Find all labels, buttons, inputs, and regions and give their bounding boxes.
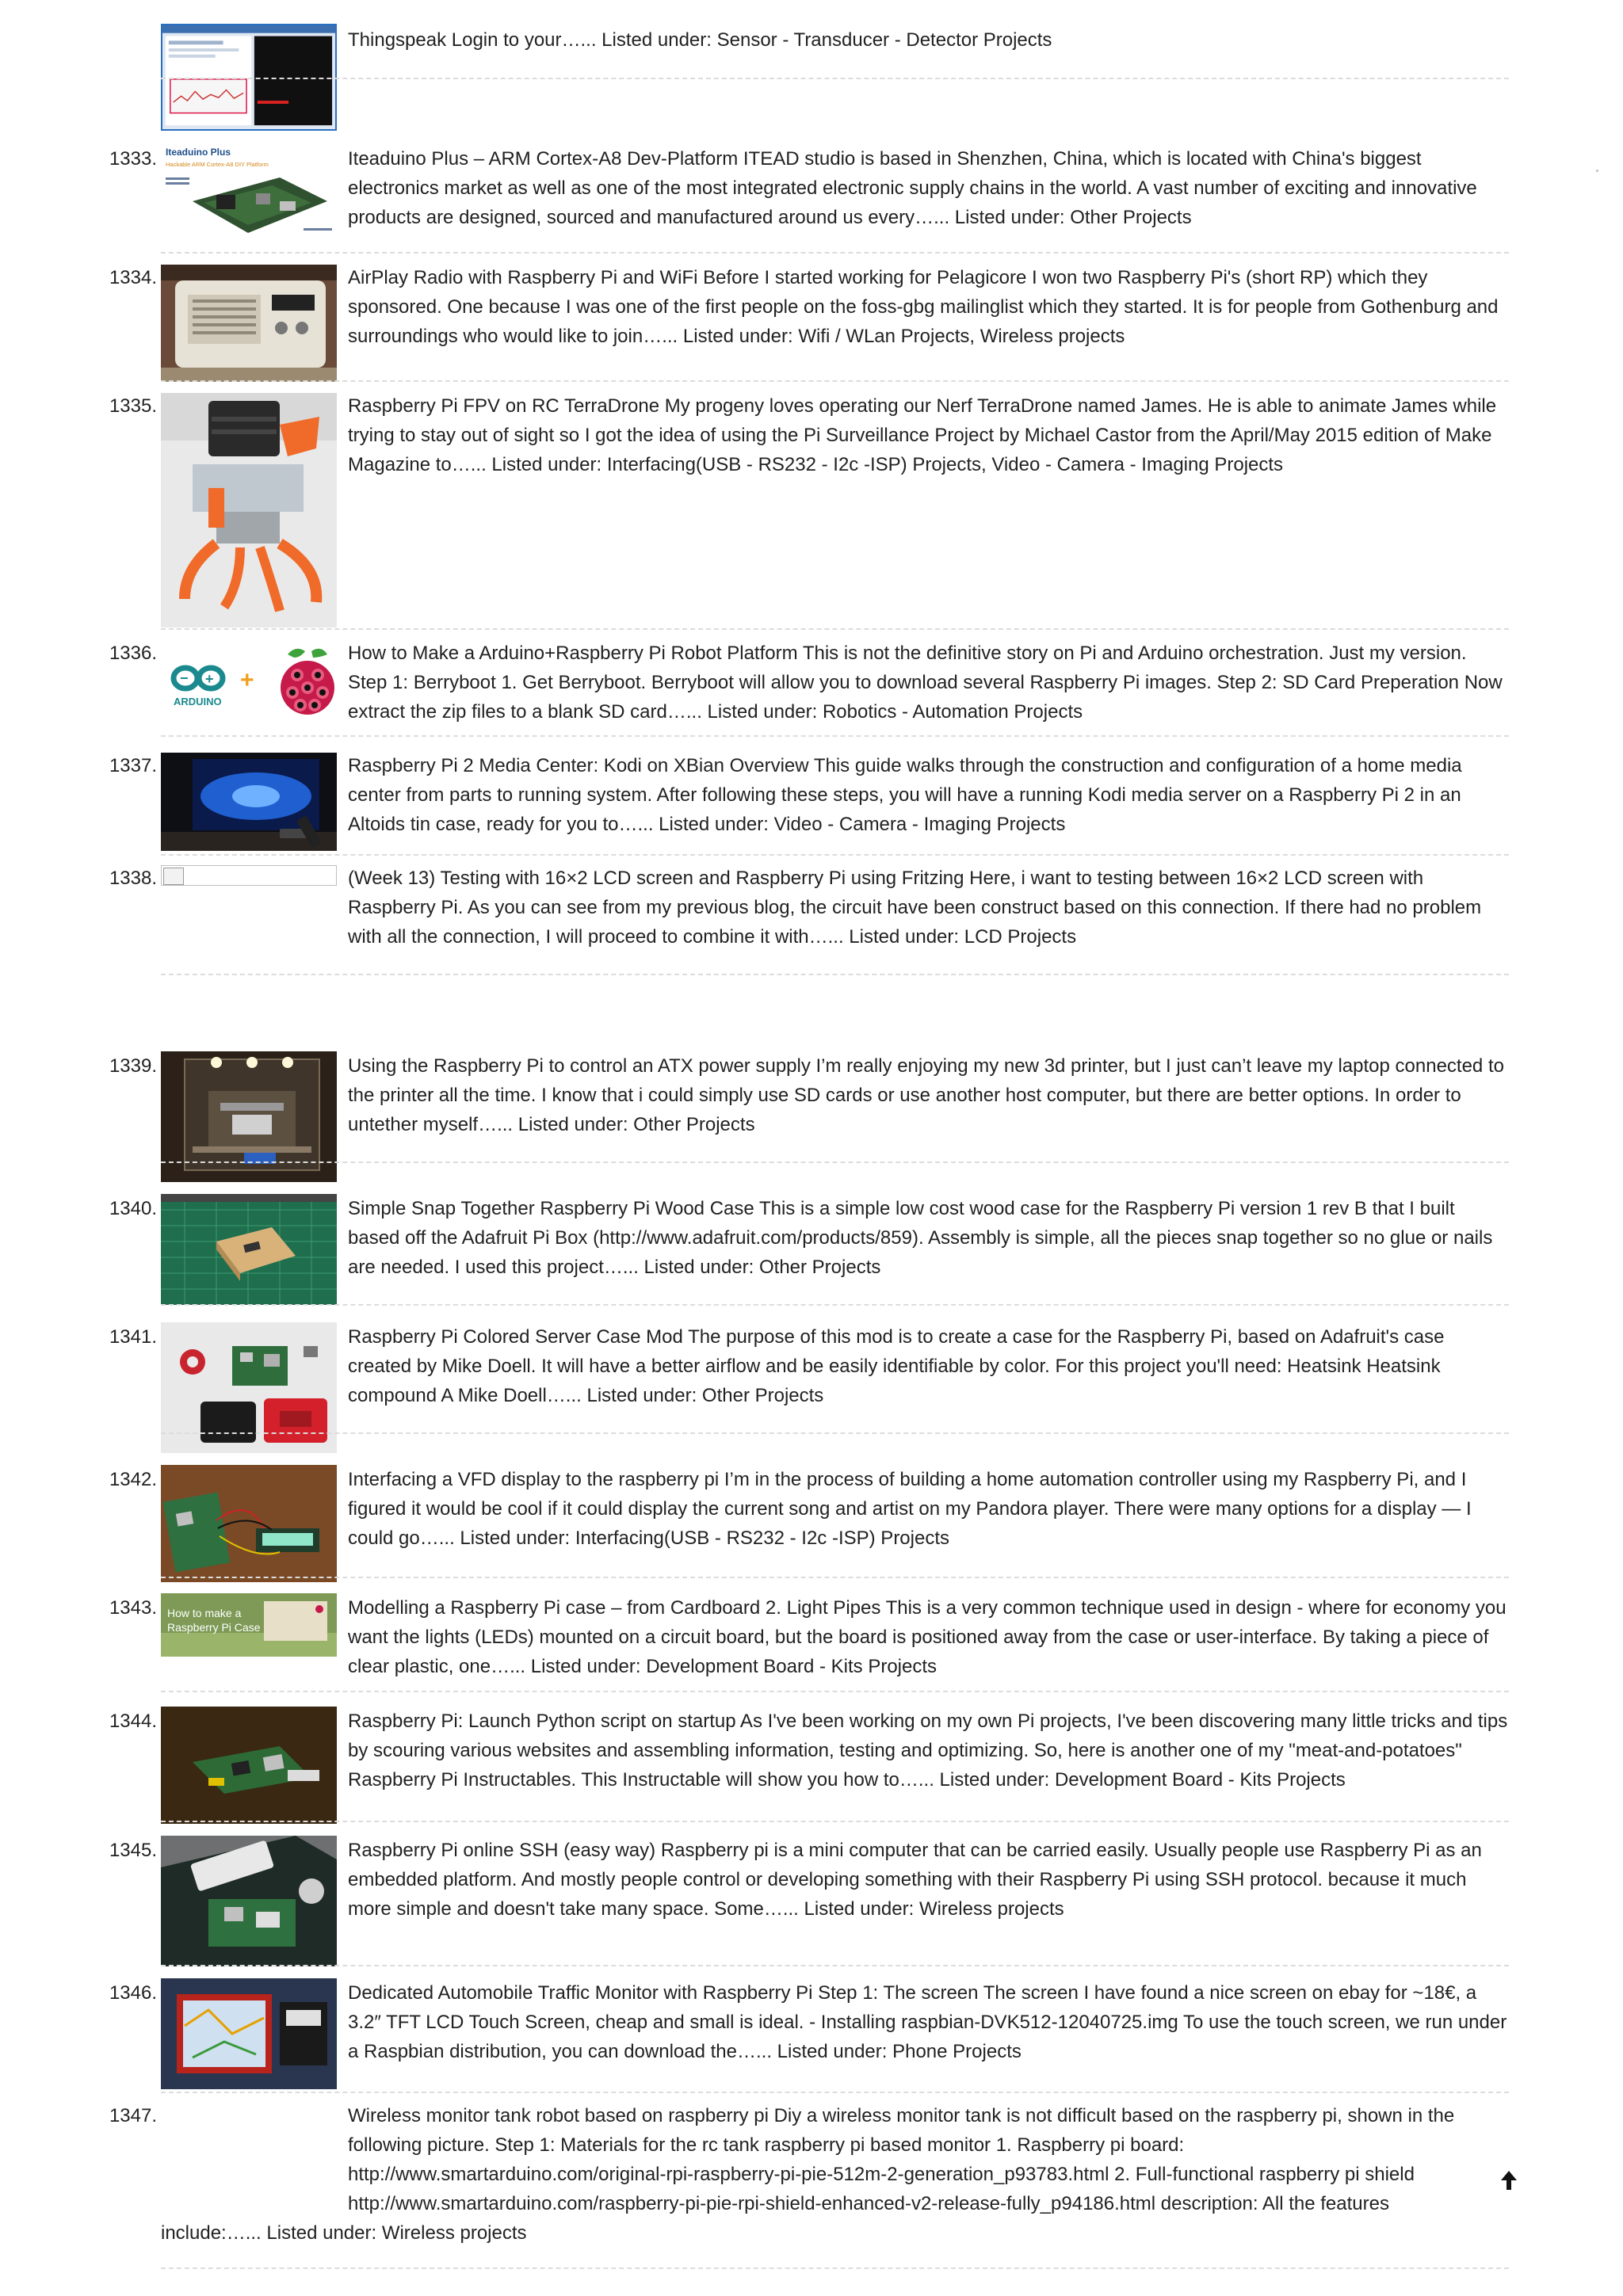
entry-description: Dedicated Automobile Traffic Monitor with Raspberry Pi Step 1: The screen The screen I have found a nice screen on ebay for ~18€, a 3.2″ TFT LCD Touch Screen, cheap and small is ideal. - Installing raspbian-DVK512-12040725.img To use the touch screen, we run under a Raspbian distribution, you can download the…... Listed under: Phone Projects bbox=[348, 1982, 1507, 2062]
entry-description: Thingspeak Login to your…... Listed under: Sensor - Transducer - Detector Projects bbox=[348, 29, 1052, 51]
entry-description: Raspberry Pi FPV on RC TerraDrone My progeny loves operating our Nerf TerraDrone named James. He is able to animate James while trying to stay out of sight so I got the idea of using the Pi Surveillance Project by Michael Castor from the April/May 2015 edition of Make Magazine to…... Listed under: Interfacing(USB - RS232 - I2c -ISP) Projects, Video - Camera - Imaging Projects bbox=[348, 395, 1497, 475]
entry-number: 1338. bbox=[109, 868, 157, 889]
entry-number: 1334. bbox=[109, 267, 157, 288]
separator bbox=[161, 252, 1509, 254]
thumbnail-touch-screen[interactable] bbox=[161, 1978, 337, 2089]
separator bbox=[161, 1577, 1509, 1578]
entry-description: Modelling a Raspberry Pi case – from Cardboard 2. Light Pipes This is a very common technique used in design - where for economy you want the lights (LEDs) mounted on a circuit board, but the board is positioned away from the case or user-interface. By taking a piece of clear plastic, one…... Listed under: Development Board - Kits Projects bbox=[348, 1597, 1507, 1677]
arduino-wordmark: ARDUINO bbox=[174, 696, 222, 707]
thumbnail-vfd-display[interactable] bbox=[161, 1465, 337, 1582]
list-item bbox=[0, 1978, 1623, 2089]
list-item bbox=[0, 1465, 1623, 1584]
list-item bbox=[0, 751, 1623, 854]
separator bbox=[161, 2092, 1509, 2093]
entry-number: 1335. bbox=[109, 395, 157, 417]
entry-number: 1340. bbox=[109, 1198, 157, 1219]
list-item bbox=[0, 2101, 1623, 2260]
decorative-dot bbox=[1596, 170, 1598, 172]
list-item bbox=[0, 864, 1623, 974]
list-item bbox=[0, 1707, 1623, 1825]
description-line: http://www.smartarduino.com/original-rpi-raspberry-pi-pie-512m-2-generation_p93783.html 2. Full-functional raspberry pi shield bbox=[348, 2164, 1415, 2185]
entry-description: Raspberry Pi: Launch Python script on startup As I've been working on my own Pi projects, I've been discovering many little tricks and tips by scouring various websites and assembling information, testing and optimizing. So, here is another one of my "meat-and-potatoes" Raspberry Pi Instructables. This Instructable will show you how to…... Listed under: Development Board - Kits Projects bbox=[348, 1711, 1508, 1791]
thumbnail-wood-case[interactable] bbox=[161, 1194, 337, 1305]
entry-description: Raspberry Pi online SSH (easy way) Raspberry pi is a mini computer that can be carried easily. Usually people use Raspberry Pi as an embedded platform. And mostly people control or developing something with their Raspberry Pi using SSH protocol. because it much more simple and doesn't take many space. Some…... Listed under: Wireless projects bbox=[348, 1840, 1482, 1920]
thumbnail-broken-image[interactable] bbox=[161, 865, 337, 886]
description-line: following picture. Step 1: Materials for the rc tank raspberry pi based monitor 1. Raspberry pi board: bbox=[348, 2134, 1185, 2156]
description-tail: include:…... Listed under: Wireless projects bbox=[161, 2222, 527, 2244]
entry-description: How to Make a Arduino+Raspberry Pi Robot Platform This is not the definitive story on Pi and Arduino orchestration. Just my version. Step 1: Berryboot 1. Get Berryboot. Berryboot will allow you to download several Raspberry Pi images. Step 2: SD Card Preperation Now extract the zip files to a blank SD card…... Listed under: Robotics - Automation Projects bbox=[348, 643, 1503, 723]
entry-number: 1341. bbox=[109, 1326, 157, 1348]
entry-number: 1344. bbox=[109, 1711, 157, 1732]
thumbnail-cardboard-case[interactable] bbox=[161, 1593, 337, 1657]
separator bbox=[161, 1432, 1509, 1434]
entry-description: Using the Raspberry Pi to control an ATX power supply I’m really enjoying my new 3d printer, but I just can’t leave my laptop connected to the printer all the time. I know that i could simply use SD cards or use another host computer, but there are better options. In order to untether myself…... Listed under: Other Projects bbox=[348, 1055, 1504, 1135]
entry-number: 1343. bbox=[109, 1597, 157, 1619]
separator bbox=[161, 1304, 1509, 1306]
entry-number: 1333. bbox=[109, 148, 157, 170]
entry-description: Simple Snap Together Raspberry Pi Wood Case This is a simple low cost wood case for the Raspberry Pi version 1 rev B that I built based off the Adafruit Pi Box (http://www.adafruit.com/products/859). Assembly is simple, all the pieces snap together so no glue or nails are needed. I used this project…... Listed under: Other Projects bbox=[348, 1198, 1493, 1278]
svg-text:+: + bbox=[240, 667, 254, 693]
entry-number: 1336. bbox=[109, 643, 157, 664]
thumbnail-arduino-raspberry[interactable] bbox=[161, 640, 337, 721]
svg-text:+: + bbox=[205, 671, 214, 687]
separator bbox=[161, 854, 1509, 856]
list-item bbox=[0, 1194, 1623, 1313]
description-line: Wireless monitor tank robot based on raspberry pi Diy a wireless monitor tank is not difficult based on the raspberry pi, shown in the bbox=[348, 2105, 1455, 2126]
separator bbox=[161, 1691, 1509, 1692]
separator bbox=[161, 2267, 1509, 2269]
thumbnail-iteaduino[interactable] bbox=[161, 146, 337, 249]
separator bbox=[161, 1965, 1509, 1966]
thumbnail-caption: Iteaduino Plus bbox=[166, 147, 231, 158]
separator bbox=[161, 735, 1509, 737]
thumbnail-pi-box[interactable] bbox=[161, 1836, 337, 1966]
list-item bbox=[0, 391, 1623, 629]
list-item bbox=[0, 144, 1623, 251]
entry-description: (Week 13) Testing with 16×2 LCD screen and Raspberry Pi using Fritzing Here, i want to testing between 16×2 LCD screen with Raspberry Pi. As you can see from my previous blog, the circuit have been construct based on this connection. If there had no problem with all the connection, I will proceed to combine it with…... Listed under: LCD Projects bbox=[348, 868, 1482, 948]
entry-number: 1345. bbox=[109, 1840, 157, 1861]
entry-description: Iteaduino Plus – ARM Cortex-A8 Dev-Platform ITEAD studio is based in Shenzhen, China, which is located with China's biggest electronics market as well as one of the most integrated electronic supply chains in the world. A vast number of exciting and innovative products are designed, sourced and manufactured around us every…... Listed under: Other Projects bbox=[348, 148, 1477, 228]
svg-text:−: − bbox=[180, 670, 189, 686]
thumbnail-pi-board[interactable] bbox=[161, 1707, 337, 1824]
entry-description: Raspberry Pi Colored Server Case Mod The purpose of this mod is to create a case for the Raspberry Pi, based on Adafruit's case created by Mike Doell. It will have a better airflow and be easily identifiable by color. For this project you'll need: Heatsink Heatsink compound A Mike Doell…... Listed under: Other Projects bbox=[348, 1326, 1445, 1406]
arrow-up-icon bbox=[1499, 2169, 1518, 2193]
list-item bbox=[0, 639, 1623, 734]
description-line: http://www.smartarduino.com/raspberry-pi-pie-rpi-shield-enhanced-v2-release-fully_p94186.html description: All the features bbox=[348, 2193, 1389, 2214]
entry-number: 1339. bbox=[109, 1055, 157, 1077]
entry-description: AirPlay Radio with Raspberry Pi and WiFi Before I started working for Pelagicore I won two Raspberry Pi's (short RP) which they sponsored. One because I was one of the first people on the foss-gbg mailinglist which they started. It is for people from Gothenburg and surroundings who would like to join…... Listed under: Wifi / WLan Projects, Wireless projects bbox=[348, 267, 1499, 347]
entry-description: Raspberry Pi 2 Media Center: Kodi on XBian Overview This guide walks through the construction and configuration of a home media center from parts to running system. After following these steps, you will have a running Kodi media server on a Raspberry Pi 2 in an Altoids tin case, ready for you to…... Listed under: Video - Camera - Imaging Projects bbox=[348, 755, 1462, 835]
separator bbox=[161, 628, 1509, 630]
list-item bbox=[0, 1051, 1623, 1184]
separator bbox=[161, 78, 1509, 79]
list-item bbox=[0, 0, 1623, 79]
list-item bbox=[0, 1593, 1623, 1688]
list-item bbox=[0, 1836, 1623, 1962]
list-item bbox=[0, 263, 1623, 382]
scroll-to-top-button[interactable] bbox=[1499, 2169, 1518, 2193]
separator bbox=[161, 380, 1509, 382]
thumbnail-caption: How to make a bbox=[167, 1607, 242, 1619]
entry-number: 1342. bbox=[109, 1469, 157, 1490]
thumbnail-radio[interactable] bbox=[161, 265, 337, 382]
thumbnail-subcaption: Hackable ARM Cortex-A8 DIY Platform bbox=[166, 161, 269, 168]
separator bbox=[161, 974, 1509, 975]
entry-description bbox=[348, 2101, 1509, 2218]
entry-description: Interfacing a VFD display to the raspberry pi I’m in the process of building a home automation controller using my Raspberry Pi, and I figured it would be cool if it could display the current song and artist on my Pandora player. There were many options for a display — I could go…... Listed under: Interfacing(USB - RS232 - I2c -ISP) Projects bbox=[348, 1469, 1472, 1549]
thumbnail-tv[interactable] bbox=[161, 753, 337, 851]
separator bbox=[161, 1161, 1509, 1163]
broken-image-icon bbox=[163, 868, 184, 885]
thumbnail-terradrone[interactable] bbox=[161, 393, 337, 627]
separator bbox=[161, 1821, 1509, 1822]
entry-number: 1337. bbox=[109, 755, 157, 776]
entry-number: 1346. bbox=[109, 1982, 157, 2004]
entry-number: 1347. bbox=[109, 2105, 157, 2126]
thumbnail-subcaption: Raspberry Pi Case bbox=[167, 1621, 261, 1634]
